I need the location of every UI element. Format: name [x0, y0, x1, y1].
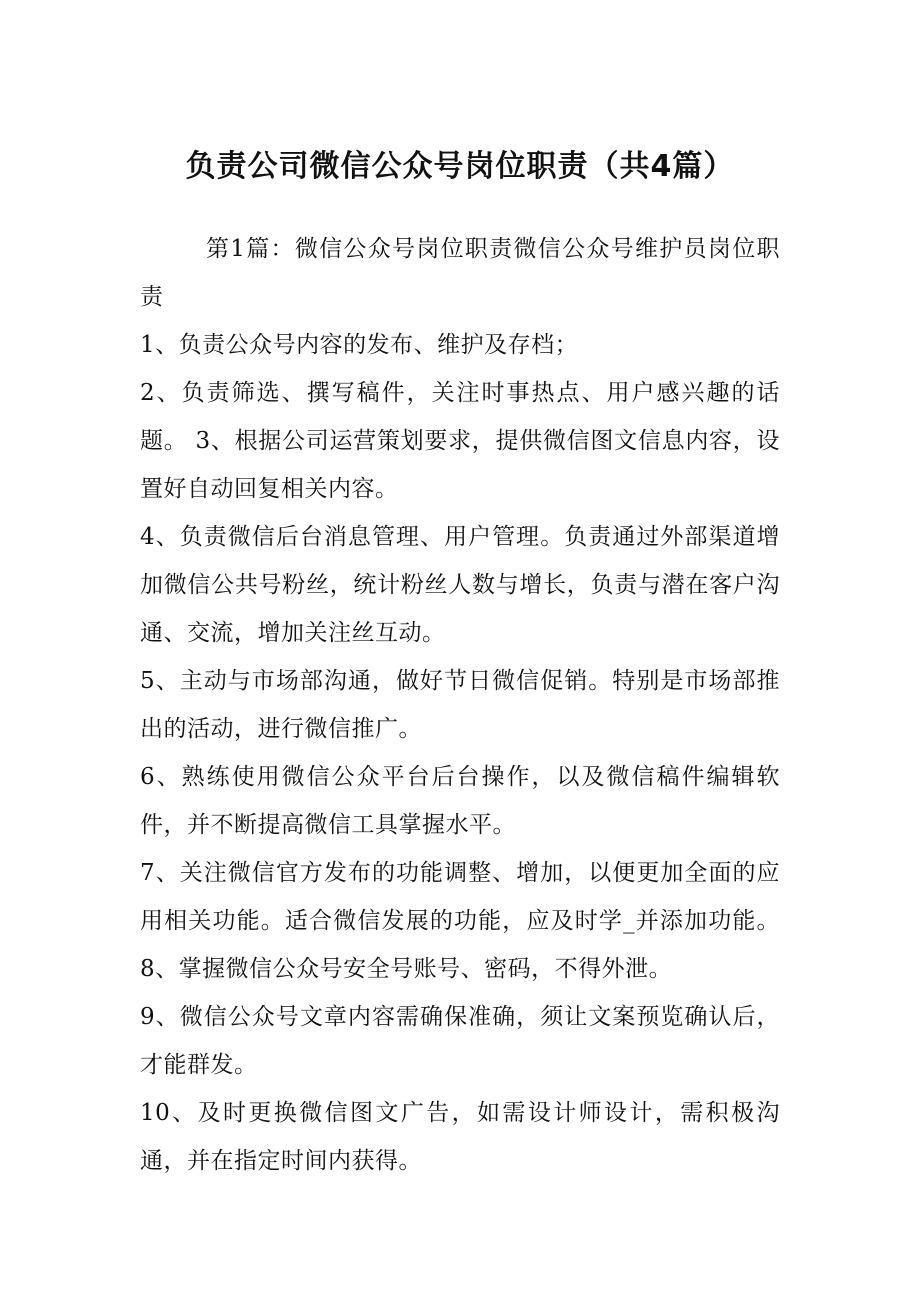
duty-item-9: 9、微信公众号文章内容需确保准确，须让文案预览确认后，才能群发。 [140, 1004, 780, 1078]
duty-item-7-8: 7、关注微信官方发布的功能调整、增加，以便更加全面的应用相关功能。适合微信发展的功能，应及时学_并添加功能。 8、掌握微信公众号安全号账号、密码，不得外泄。 [140, 860, 780, 982]
duty-item-6: 6、熟练使用微信公众平台后台操作，以及微信稿件编辑软件，并不断提高微信工具掌握水平。 [140, 764, 780, 838]
duty-item-4: 4、负责微信后台消息管理、用户管理。负责通过外部渠道增加微信公共号粉丝，统计粉丝人数与增长，负责与潜在客户沟通、交流，增加关注丝互动。 [140, 524, 780, 646]
duty-item-1: 1、负责公众号内容的发布、维护及存档； [140, 332, 579, 358]
document-title: 负责公司微信公众号岗位职责（共4篇） [185, 149, 735, 184]
chapter-heading-paragraph: 第1篇：微信公众号岗位职责微信公众号维护员岗位职责 [140, 236, 780, 310]
duty-item-2-3: 2、负责筛选、撰写稿件，关注时事热点、用户感兴趣的话题。 3、根据公司运营策划要求，提供微信图文信息内容，设置好自动回复相关内容。 [140, 380, 780, 502]
duty-item-5: 5、主动与市场部沟通，做好节日微信促销。特别是市场部推出的活动，进行微信推广。 [140, 668, 780, 742]
duty-item-10: 10、及时更换微信图文广告，如需设计师设计，需积极沟通，并在指定时间内获得。 [140, 1100, 780, 1174]
document-body [140, 225, 780, 1185]
